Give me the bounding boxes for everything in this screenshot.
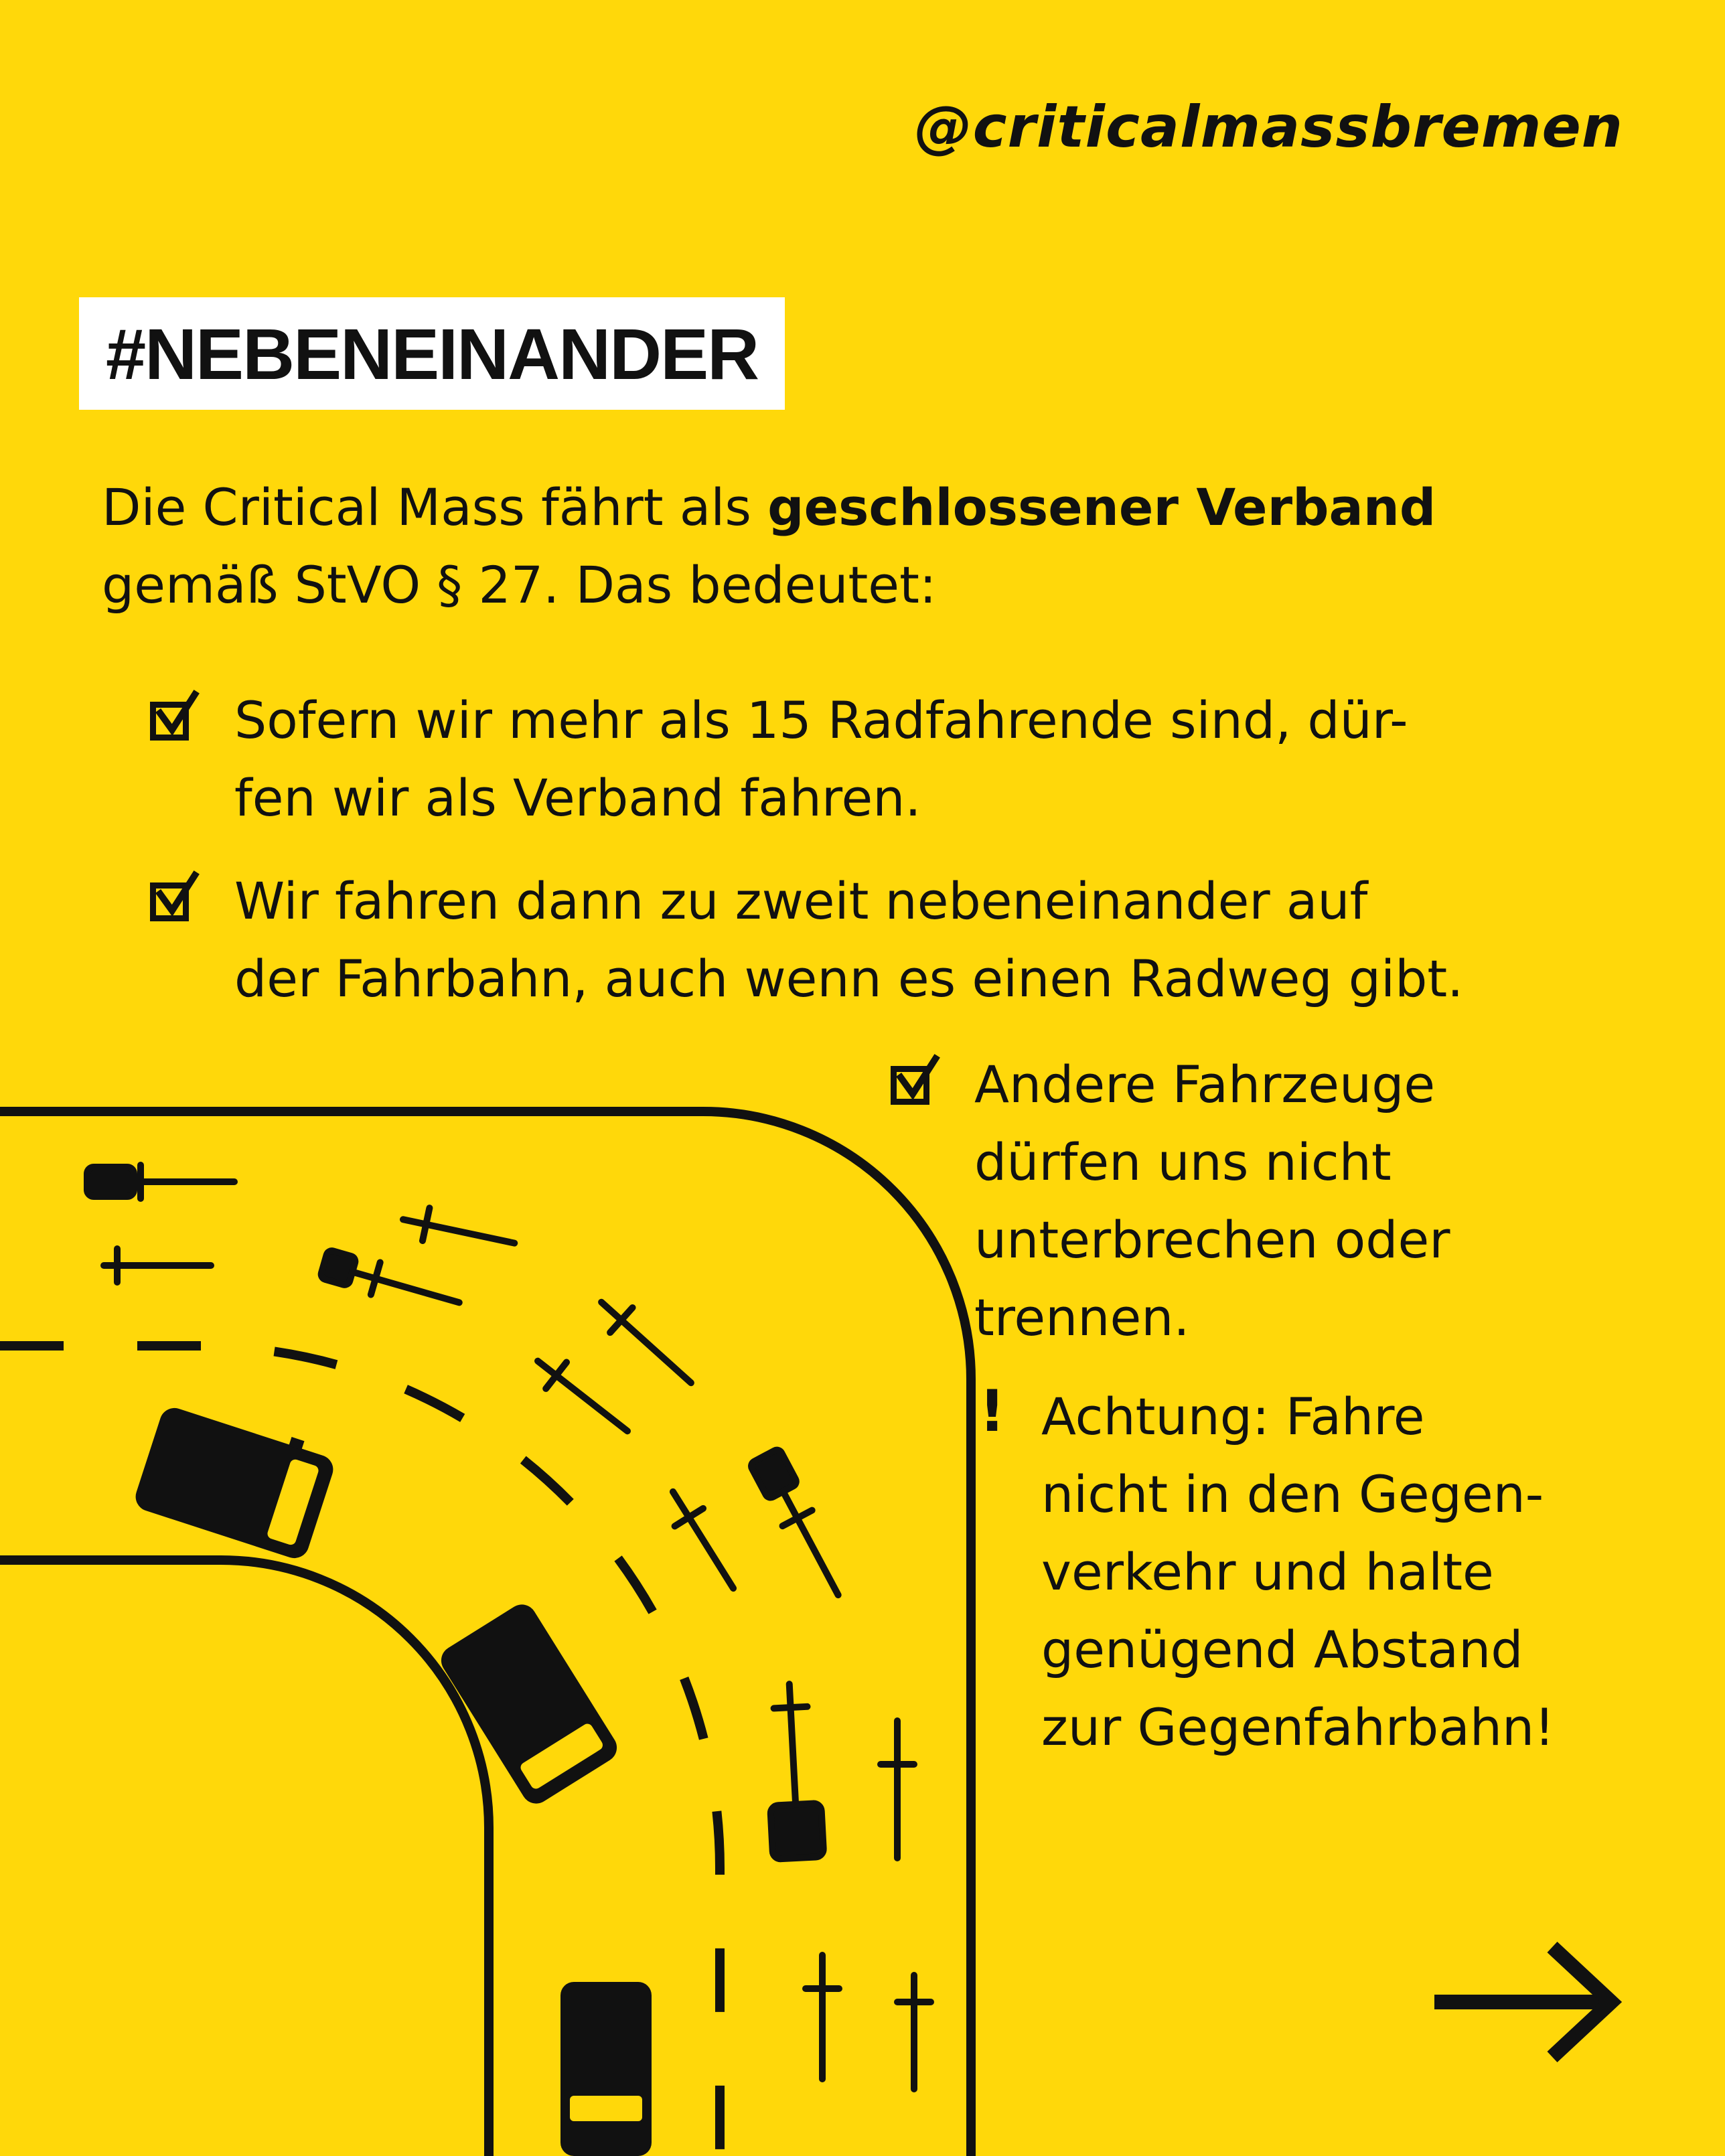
item-3-line-3: unterbrechen oder [974, 1210, 1450, 1269]
list-item-1 [234, 682, 1408, 837]
item-3-line-1: Andere Fahrzeuge [974, 1055, 1436, 1114]
intro-text-b: gemäß StVO § 27. Das bedeutet: [102, 555, 937, 615]
arrow-right-icon[interactable] [1432, 1942, 1626, 2062]
bike-9 [764, 1683, 824, 1859]
exclamation-icon: ! [979, 1378, 1006, 1445]
warning-line-5: zur Gegenfahrbahn! [1041, 1697, 1555, 1757]
warning-line-1: Achtung: Fahre [1041, 1387, 1425, 1446]
car-bottom [560, 1982, 652, 2156]
intro-paragraph [102, 469, 1642, 624]
bike-10 [881, 1721, 914, 1858]
item-1-line-2: fen wir als Verband fahren. [234, 768, 921, 828]
hashtag-text: #NEBENEINANDER [106, 313, 759, 394]
item-2-line-1: Wir fahren dann zu zweit nebeneinander auf [234, 871, 1368, 931]
hashtag-label [79, 297, 785, 410]
item-2-line-2: der Fahrbahn, auch wenn es einen Radweg gibt. [234, 949, 1464, 1008]
bike-12 [897, 1975, 931, 2089]
checkbox-checked-icon [150, 882, 189, 921]
list-item-3 [974, 1046, 1450, 1357]
warning-note [1041, 1378, 1555, 1766]
bike-2 [104, 1249, 211, 1282]
warning-line-2: nicht in den Gegen- [1041, 1464, 1544, 1524]
checkbox-checked-icon [891, 1066, 929, 1105]
list-item-2 [234, 862, 1463, 1018]
road-inner-edge [0, 1560, 489, 2156]
account-handle: @criticalmassbremen [914, 94, 1623, 161]
bike-11 [806, 1955, 839, 2079]
bike-5 [590, 1290, 702, 1395]
warning-line-3: verkehr und halte [1041, 1542, 1494, 1602]
intro-text-a: Die Critical Mass fährt als [102, 477, 768, 537]
bike-6 [528, 1348, 638, 1444]
bike-1 [87, 1165, 234, 1199]
bike-8 [749, 1448, 852, 1603]
bike-4 [319, 1247, 464, 1318]
intro-bold: geschlossener Verband [767, 477, 1436, 537]
checkbox-checked-icon [150, 702, 189, 741]
item-3-line-4: trennen. [974, 1288, 1190, 1347]
item-1-line-1: Sofern wir mehr als 15 Radfahrende sind, dür- [234, 690, 1408, 750]
item-3-line-2: dürfen uns nicht [974, 1132, 1392, 1192]
bike-3 [400, 1203, 518, 1259]
warning-line-4: genügend Abstand [1041, 1620, 1523, 1679]
car-top-left [132, 1397, 340, 1562]
bike-7 [659, 1483, 747, 1598]
